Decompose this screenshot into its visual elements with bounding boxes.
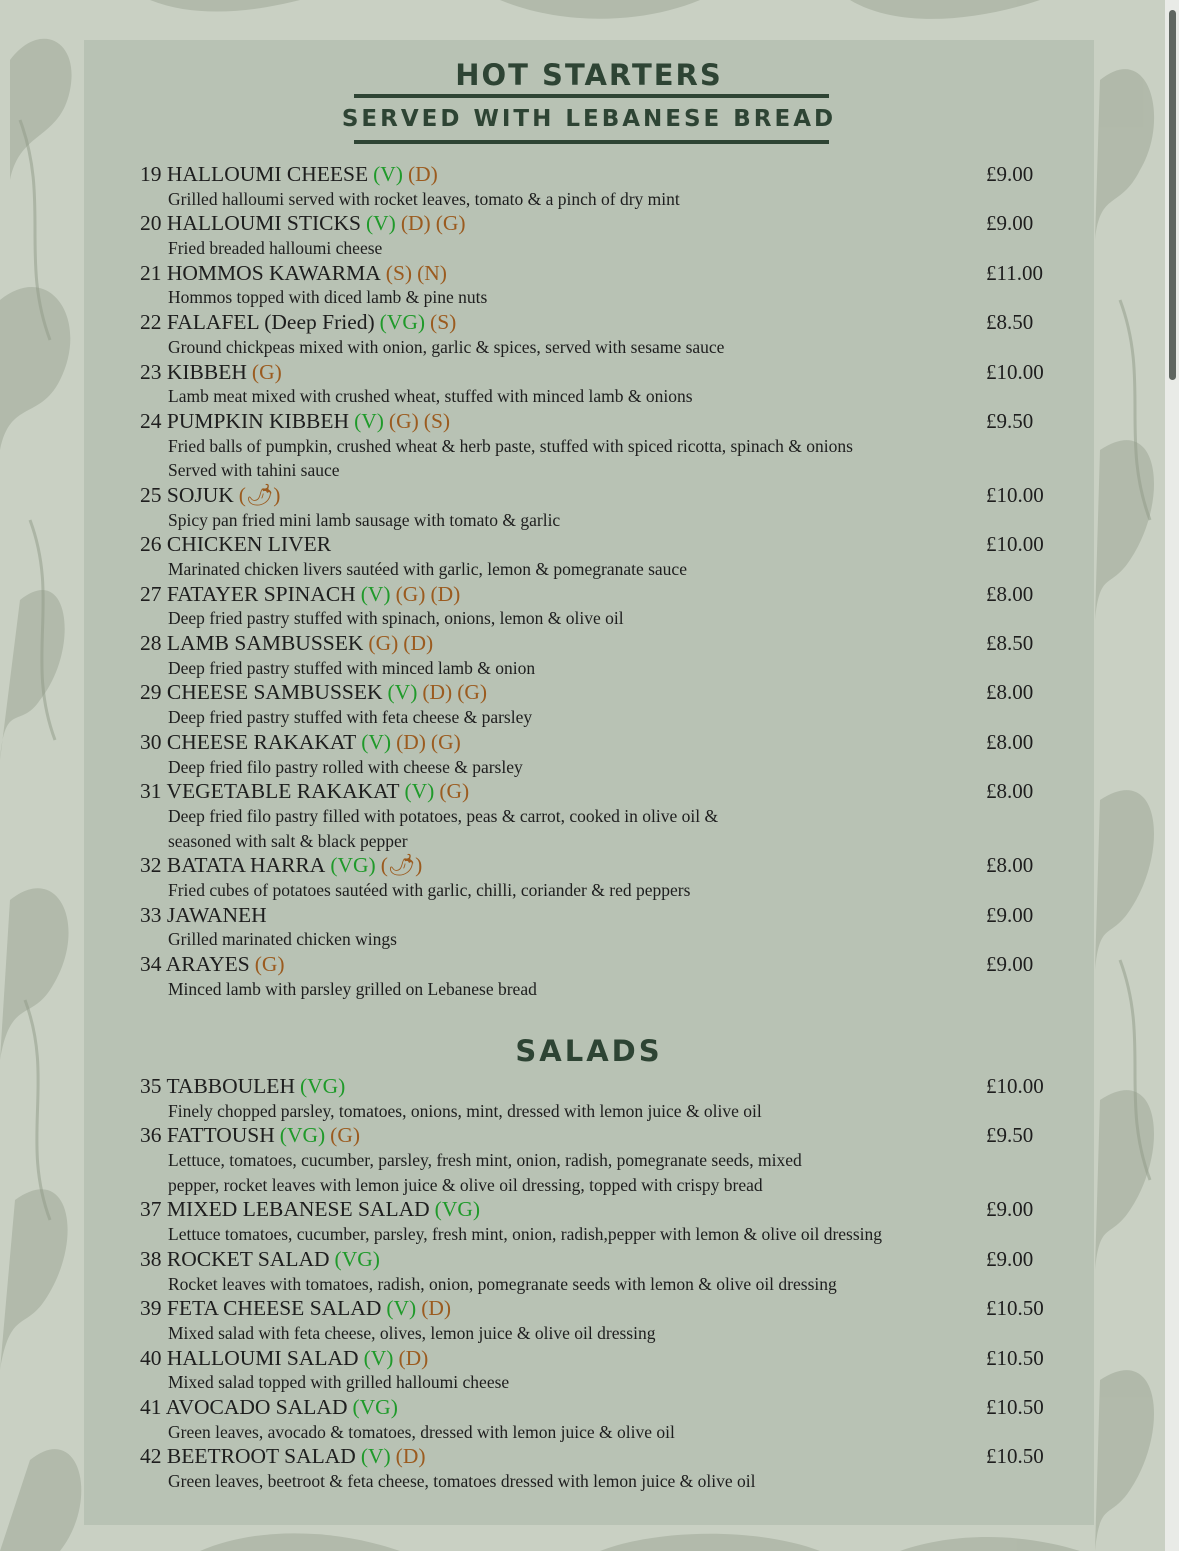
dietary-tag: (D) <box>396 729 426 754</box>
item-number: 32 <box>140 853 162 878</box>
dietary-tag: (G) <box>388 408 419 433</box>
section-title-hot-starters: HOT STARTERS <box>455 58 723 92</box>
item-price: £10.50 <box>986 1444 1044 1469</box>
item-name: HOMMOS KAWARMA <box>166 260 381 285</box>
item-number: 42 <box>140 1444 162 1469</box>
dietary-tag: (N) <box>417 260 447 285</box>
menu-item <box>140 853 1050 902</box>
menu-item <box>140 1444 1050 1493</box>
scrollbar-track[interactable] <box>1165 0 1179 1551</box>
dietary-tag: (G) <box>254 952 285 976</box>
item-name: HALLOUMI STICKS <box>166 211 361 236</box>
section-subtitle: SERVED WITH LEBANESE BREAD <box>341 106 837 132</box>
item-price: £10.00 <box>986 482 1044 507</box>
item-number: 26 <box>140 532 162 557</box>
dietary-tag: (V) <box>354 408 384 433</box>
item-name: PUMPKIN KIBBEH <box>166 408 350 433</box>
dietary-tag: (V) <box>361 729 392 754</box>
dietary-tag: (V) <box>360 1444 391 1469</box>
item-name: ARAYES <box>165 952 250 976</box>
menu-item <box>140 582 1050 631</box>
item-price: £10.00 <box>986 359 1044 384</box>
item-price: £9.00 <box>986 1197 1034 1222</box>
menu-item <box>140 162 1050 211</box>
item-name: SOJUK <box>166 482 234 507</box>
item-title-line <box>140 582 1050 607</box>
item-price: £8.00 <box>986 729 1034 754</box>
item-price: £8.50 <box>986 631 1034 656</box>
dietary-tag: (V) <box>373 162 403 186</box>
item-name: FATAYER SPINACH <box>166 581 356 606</box>
item-title-line <box>140 903 1050 928</box>
item-name: AVOCADO SALAD <box>165 1394 348 1419</box>
menu-item <box>140 1074 1050 1123</box>
item-number: 30 <box>140 729 162 754</box>
item-title-line <box>140 1296 1050 1321</box>
item-description: Deep fried pastry stuffed with spinach, onions, lemon & olive oil <box>168 608 624 629</box>
item-title-line <box>140 310 1050 335</box>
item-price: £10.50 <box>986 1296 1044 1321</box>
item-title-line <box>140 532 1050 557</box>
item-price: £9.00 <box>986 162 1034 186</box>
menu-item <box>140 409 1050 483</box>
item-name: FETA CHEESE SALAD <box>166 1296 382 1321</box>
item-number: 25 <box>140 482 162 507</box>
item-name: HALLOUMI CHEESE <box>166 162 369 186</box>
item-description: Green leaves, beetroot & feta cheese, tomatoes dressed with lemon juice & olive oil <box>168 1471 756 1491</box>
dietary-tag: (D) <box>422 680 453 705</box>
item-price: £8.00 <box>986 779 1034 804</box>
item-number: 33 <box>140 902 162 927</box>
dietary-tag: (S) <box>385 260 413 285</box>
item-title-line <box>140 483 1050 508</box>
item-title-line <box>140 680 1050 705</box>
menu-panel <box>84 40 1094 1525</box>
menu-item <box>140 779 1050 853</box>
title-rule-bottom <box>354 140 829 144</box>
dietary-tag: (🌶) <box>238 482 281 507</box>
item-description: seasoned with salt & black pepper <box>168 830 408 851</box>
dietary-tag: (VG) <box>279 1123 326 1148</box>
item-number: 20 <box>140 211 162 236</box>
item-number: 36 <box>140 1123 162 1148</box>
item-description: Lettuce, tomatoes, cucumber, parsley, fresh mint, onion, radish, pomegranate seeds, mixed <box>168 1150 802 1171</box>
dietary-tag: (G) <box>368 631 399 656</box>
dietary-tag: (G) <box>430 729 461 754</box>
item-number: 34 <box>140 952 162 976</box>
item-title-line <box>140 952 1050 977</box>
item-number: 41 <box>140 1394 162 1419</box>
item-price: £10.50 <box>986 1345 1044 1370</box>
item-title-line <box>140 211 1050 236</box>
item-title-line <box>140 730 1050 755</box>
item-price: £8.00 <box>986 581 1034 606</box>
item-title-line <box>140 162 1050 187</box>
item-description: Spicy pan fried mini lamb sausage with tomato & garlic <box>168 509 561 530</box>
item-title-line <box>140 631 1050 656</box>
dietary-tag: (VG) <box>379 310 426 335</box>
dietary-tag: (V) <box>386 1296 417 1321</box>
dietary-tag: (D) <box>407 162 438 186</box>
item-price: £9.00 <box>986 211 1034 236</box>
dietary-tag: (VG) <box>434 1197 481 1222</box>
dietary-tag: (D) <box>403 631 434 656</box>
item-description: Marinated chicken livers sautéed with garlic, lemon & pomegranate sauce <box>168 559 687 579</box>
menu-item <box>140 1296 1050 1345</box>
item-name: BEETROOT SALAD <box>166 1444 356 1469</box>
dietary-tag: (🌶) <box>380 853 423 878</box>
menu-item <box>140 483 1050 532</box>
menu-item <box>140 1346 1050 1395</box>
dietary-tag: (VG) <box>299 1074 346 1098</box>
dietary-tag: (G) <box>251 359 282 384</box>
item-number: 27 <box>140 581 162 606</box>
dietary-tag: (V) <box>365 211 396 236</box>
dietary-tag: (V) <box>387 680 418 705</box>
menu-item <box>140 1247 1050 1296</box>
item-title-line <box>140 1444 1050 1469</box>
item-name: MIXED LEBANESE SALAD <box>166 1197 430 1222</box>
item-description: Lamb meat mixed with crushed wheat, stuffed with minced lamb & onions <box>168 386 693 407</box>
menu-item <box>140 310 1050 359</box>
menu-item <box>140 680 1050 729</box>
item-title-line <box>140 409 1050 434</box>
item-number: 22 <box>140 310 162 335</box>
item-price: £8.00 <box>986 853 1034 878</box>
dietary-tag: (VG) <box>352 1394 398 1419</box>
item-description: Served with tahini sauce <box>168 460 340 481</box>
menu-item <box>140 1197 1050 1246</box>
item-number: 29 <box>140 680 162 705</box>
item-name: JAWANEH <box>166 902 267 927</box>
item-number: 38 <box>140 1246 162 1271</box>
item-name: HALLOUMI SALAD <box>166 1345 359 1370</box>
item-description: Rocket leaves with tomatoes, radish, onion, pomegranate seeds with lemon & olive oil dressing <box>168 1273 837 1294</box>
menu-item <box>140 1123 1050 1197</box>
item-price: £10.00 <box>986 1074 1044 1098</box>
item-price: £10.00 <box>986 532 1044 557</box>
item-title-line <box>140 1074 1050 1099</box>
item-description: Grilled halloumi served with rocket leaves, tomato & a pinch of dry mint <box>168 188 680 209</box>
item-description: Mixed salad with feta cheese, olives, lemon juice & olive oil dressing <box>168 1322 656 1343</box>
item-description: Green leaves, avocado & tomatoes, dressed with lemon juice & olive oil <box>168 1421 675 1442</box>
item-name: FALAFEL (Deep Fried) <box>166 310 375 335</box>
item-number: 19 <box>140 162 162 186</box>
dietary-tag: (D) <box>398 1345 429 1370</box>
item-number: 37 <box>140 1197 162 1222</box>
item-description: Deep fried pastry stuffed with feta cheese & parsley <box>168 707 533 728</box>
item-description: Grilled marinated chicken wings <box>168 929 397 950</box>
item-description: Mixed salad topped with grilled halloumi cheese <box>168 1372 510 1393</box>
item-name: FATTOUSH <box>166 1123 275 1148</box>
dietary-tag: (V) <box>360 581 391 606</box>
item-description: Deep fried filo pastry filled with potatoes, peas & carrot, cooked in olive oil & <box>168 805 719 826</box>
item-title-line <box>140 1346 1050 1371</box>
item-description: Fried cubes of potatoes sautéed with garlic, chilli, coriander & red peppers <box>168 879 691 900</box>
item-number: 23 <box>140 359 162 384</box>
dietary-tag: (VG) <box>330 853 376 878</box>
menu-item <box>140 903 1050 952</box>
item-number: 21 <box>140 260 162 285</box>
menu-item <box>140 261 1050 310</box>
item-description: Hommos topped with diced lamb & pine nuts <box>168 287 488 308</box>
item-description: Fried balls of pumpkin, crushed wheat & herb paste, stuffed with spiced ricotta, spinach & onions <box>168 435 853 456</box>
item-name: ROCKET SALAD <box>166 1246 330 1271</box>
dietary-tag: (S) <box>423 408 451 433</box>
dietary-tag: (G) <box>330 1123 361 1148</box>
dietary-tag: (G) <box>439 779 470 804</box>
menu-item <box>140 730 1050 779</box>
item-title-line <box>140 1247 1050 1272</box>
dietary-tag: (D) <box>400 211 431 236</box>
menu-item <box>140 211 1050 260</box>
item-description: pepper, rocket leaves with lemon juice & olive oil dressing, topped with crispy bread <box>168 1174 763 1195</box>
item-title-line <box>140 779 1050 804</box>
item-description: Minced lamb with parsley grilled on Lebanese bread <box>168 978 537 999</box>
item-description: Lettuce tomatoes, cucumber, parsley, fresh mint, onion, radish,pepper with lemon & olive oil dressing <box>168 1224 883 1245</box>
item-number: 40 <box>140 1345 162 1370</box>
item-name: KIBBEH <box>166 359 247 384</box>
item-price: £8.50 <box>986 310 1034 335</box>
item-description: Finely chopped parsley, tomatoes, onions, mint, dressed with lemon juice & olive oil <box>168 1100 762 1121</box>
item-name: LAMB SAMBUSSEK <box>166 631 364 656</box>
dietary-tag: (VG) <box>334 1246 380 1271</box>
item-description: Ground chickpeas mixed with onion, garlic & spices, served with sesame sauce <box>168 336 725 357</box>
item-name: BATATA HARRA <box>166 853 326 878</box>
item-title-line <box>140 261 1050 286</box>
item-description: Fried breaded halloumi cheese <box>168 238 383 259</box>
menu-item <box>140 360 1050 409</box>
dietary-tag: (G) <box>457 680 488 705</box>
dietary-tag: (V) <box>404 779 435 804</box>
item-name: TABBOULEH <box>166 1074 295 1098</box>
title-rule-top <box>354 94 829 98</box>
item-name: CHEESE SAMBUSSEK <box>166 680 383 705</box>
item-title-line <box>140 853 1050 878</box>
dietary-tag: (G) <box>395 581 426 606</box>
item-price: £9.50 <box>986 1123 1034 1148</box>
item-name: CHICKEN LIVER <box>166 532 332 557</box>
item-price: £9.50 <box>986 408 1034 433</box>
section-title-salads: SALADS <box>515 1034 663 1068</box>
hot-starters-list <box>140 162 1050 1001</box>
item-price: £9.00 <box>986 1246 1034 1271</box>
menu-item <box>140 1395 1050 1444</box>
item-number: 31 <box>140 779 162 804</box>
dietary-tag: (G) <box>435 211 466 236</box>
item-price: £9.00 <box>986 902 1034 927</box>
menu-item <box>140 532 1050 581</box>
menu-item <box>140 952 1050 1001</box>
item-description: Deep fried filo pastry rolled with cheese & parsley <box>168 756 523 777</box>
salads-list <box>140 1074 1050 1494</box>
scrollbar-thumb[interactable] <box>1169 10 1176 380</box>
item-title-line <box>140 1395 1050 1420</box>
item-title-line <box>140 1123 1050 1148</box>
item-number: 24 <box>140 408 162 433</box>
dietary-tag: (S) <box>430 310 457 335</box>
menu-item <box>140 631 1050 680</box>
item-description: Deep fried pastry stuffed with minced lamb & onion <box>168 657 536 678</box>
dietary-tag: (D) <box>430 581 461 606</box>
item-price: £9.00 <box>986 952 1034 976</box>
dietary-tag: (V) <box>363 1345 394 1370</box>
item-number: 28 <box>140 631 162 656</box>
item-number: 35 <box>140 1074 162 1098</box>
item-price: £10.50 <box>986 1394 1044 1419</box>
item-name: VEGETABLE RAKAKAT <box>166 779 400 804</box>
item-price: £8.00 <box>986 680 1034 705</box>
dietary-tag: (D) <box>421 1296 452 1321</box>
item-number: 39 <box>140 1296 162 1321</box>
dietary-tag: (D) <box>395 1444 426 1469</box>
item-title-line <box>140 360 1050 385</box>
item-title-line <box>140 1197 1050 1222</box>
item-name: CHEESE RAKAKAT <box>166 729 357 754</box>
item-price: £11.00 <box>986 260 1043 285</box>
